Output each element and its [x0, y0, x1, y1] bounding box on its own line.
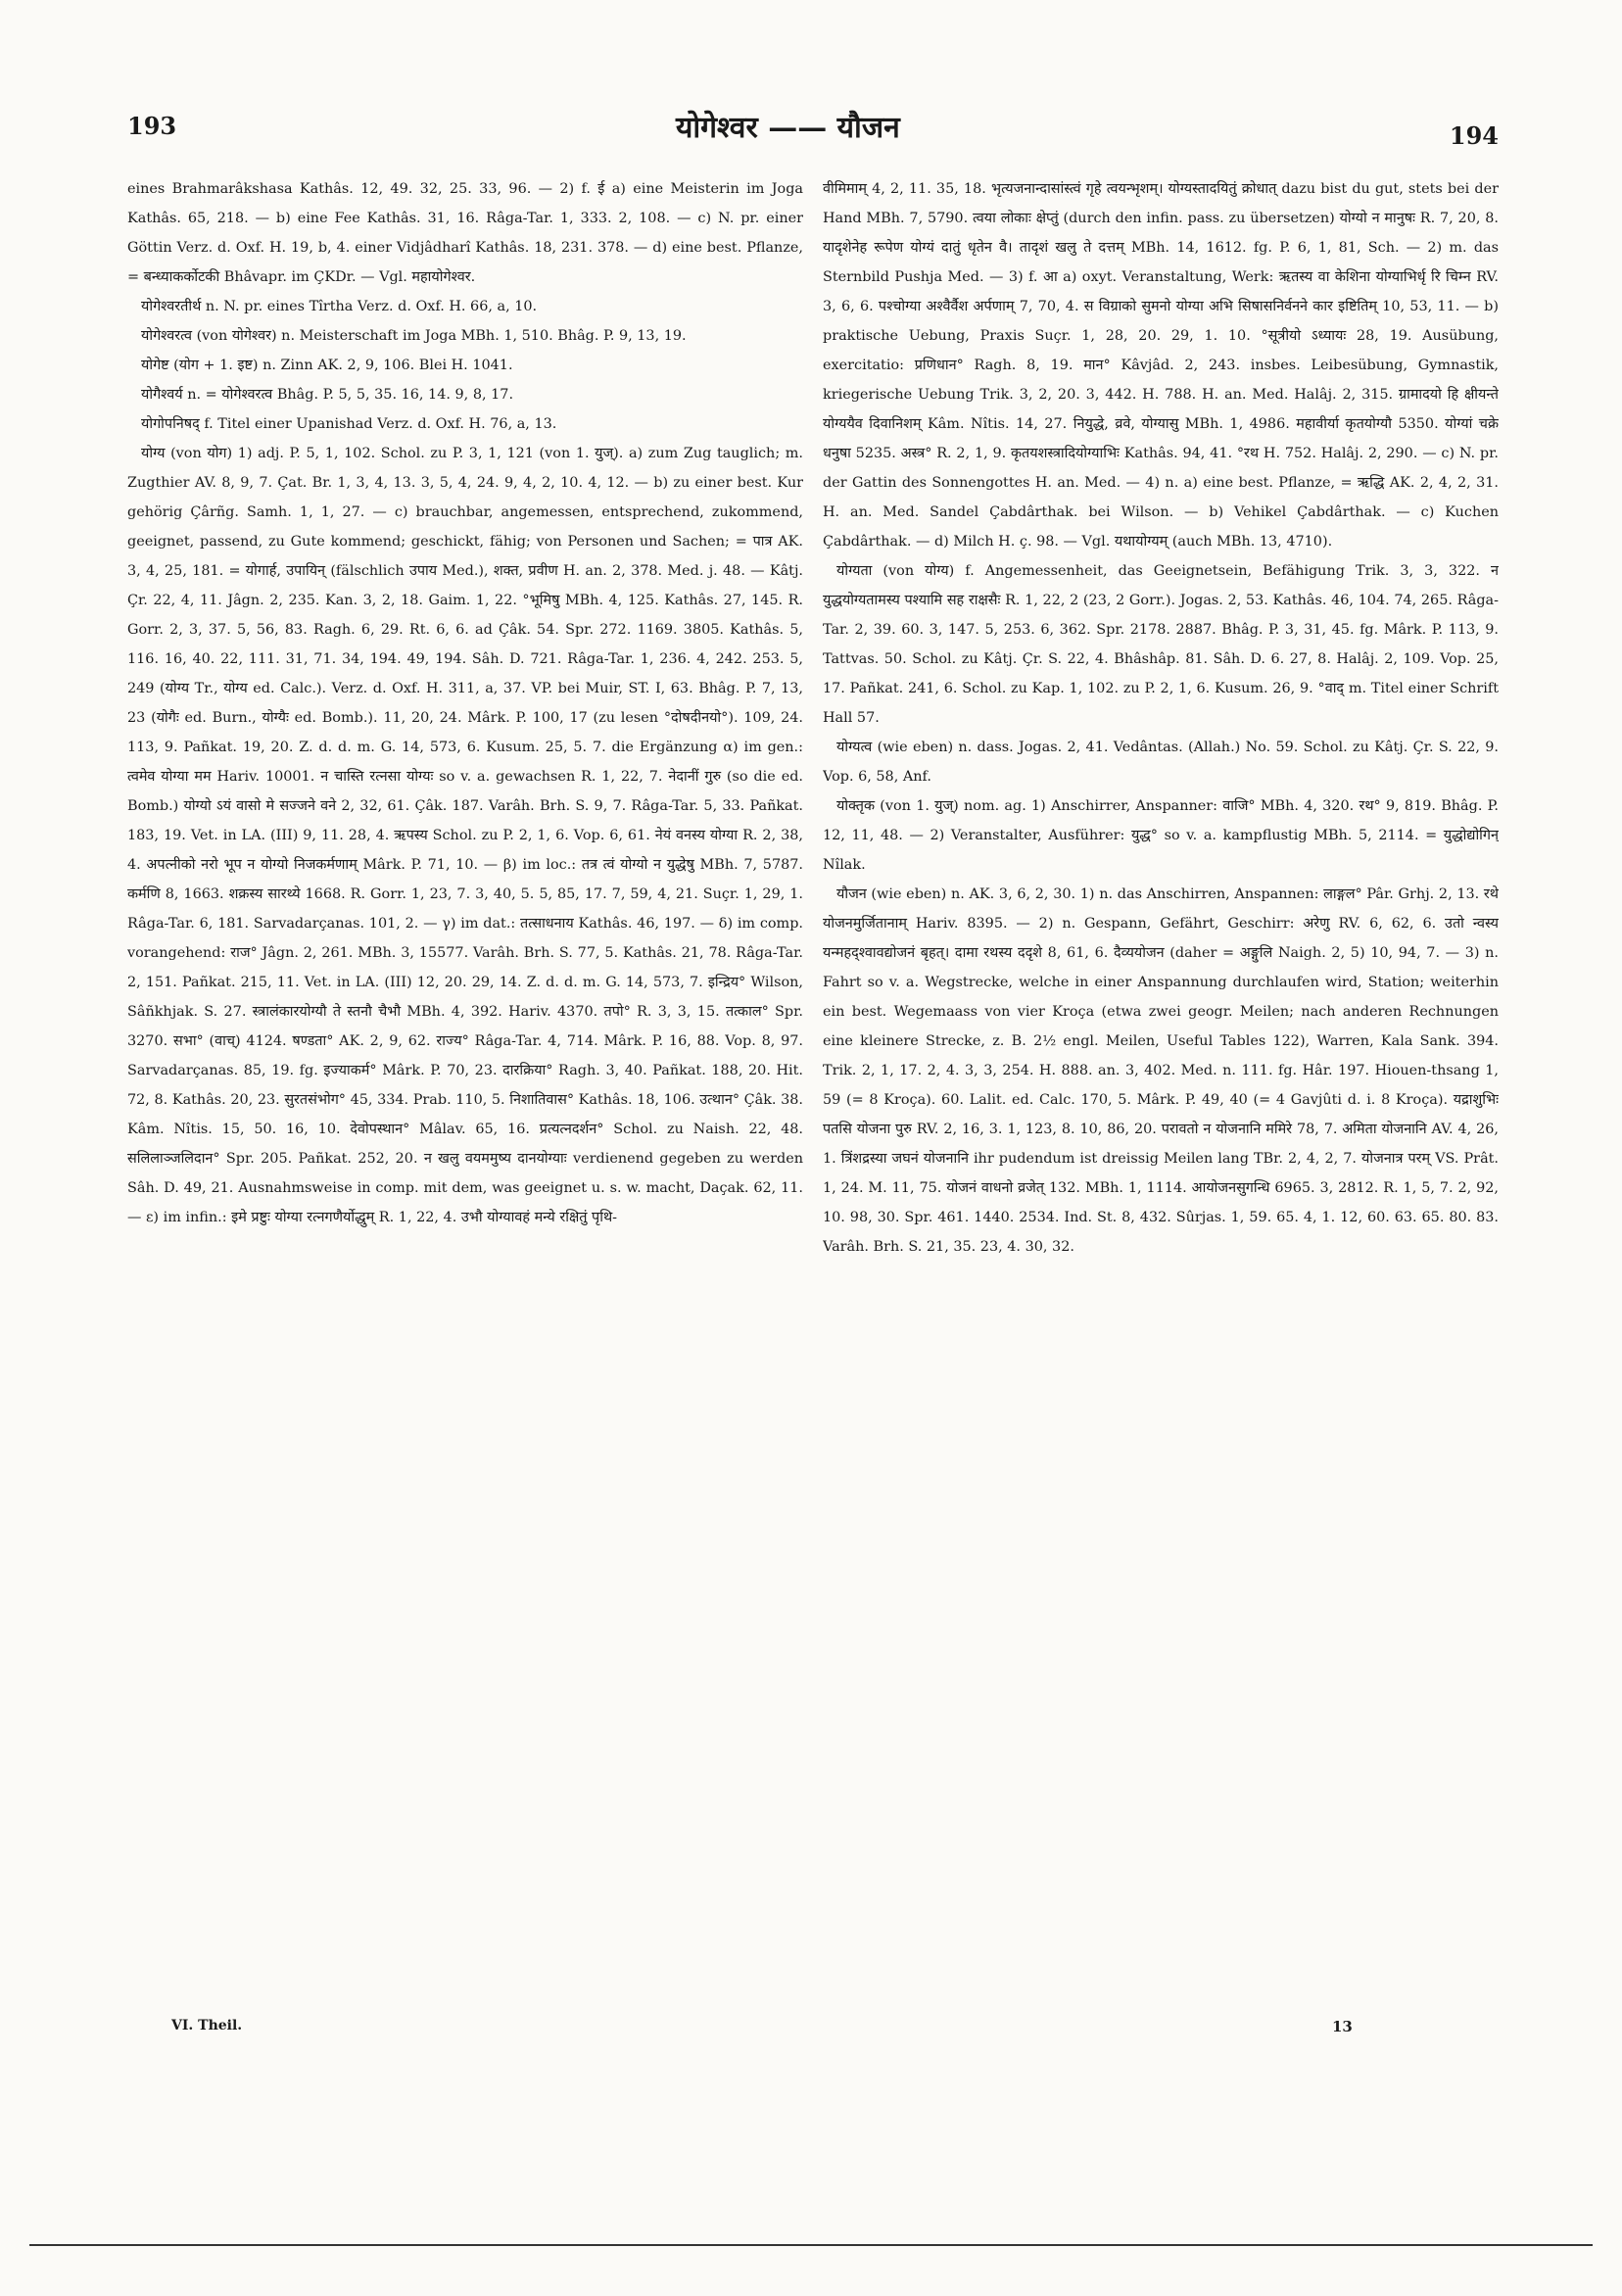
entry-yogopanishad: योगोपनिषद् f. Titel einer Upanishad Verz. d. Oxf. H. 76, a, 13. — [141, 416, 557, 432]
signature-mark: 13 — [1332, 2018, 1353, 2035]
entry-yaujana: यौजन (wie eben) n. AK. 3, 6, 2, 30. 1) n. das Anschirren, Anspannen: लाङ्गल° Pâr. Grhj. 2, 13. रथे योजनमुर्जितानाम् Hariv. 8395. — 2) n. Gespann, Gefährt, Geschirr: अरेणु RV. 6, 62, 6. उतो न्वस्य यन्महद्श्वावद्योजनं बृहत्। दामा रथस्य ददृशे 8, 61, 6. दैव्ययोजन (daher = अङ्गुलि Naigh. 2, 5) 10, 94, 7. — 3) n. Fahrt so v. a. Wegstrecke, welche in einer Anspannung durchlaufen wird, Station; weiterhin ein best. Wegemaass von vier Kroça (etwa zwei geogr. Meilen; nach anderen Rechnungen eine kleinere Strecke, z. B. 2½ engl. Meilen, Useful Tables 122), Warren, Kala Sank. 394. Trik. 2, 1, 17. 2, 4. 3, 3, 254. H. 888. an. 3, 402. Med. n. 111. fg. Hâr. 197. Hiouen-thsang 1, 59 (= 8 Kroça). 60. Lalit. ed. Calc. 170, 5. Mârk. P. 49, 40 (= 4 Gavjûti d. i. 8 Kroça). यद्राशुभिः पतसि योजना पुरु RV. 2, 16, 3. 1, 123, 8. 10, 86, 20. परावतो न योजनानि ममिरे 78, 7. अमिता योजनानि AV. 4, 26, 1. त्रिंशद्रस्या जघनं योजनानि ihr pudendum ist dreissig Meilen lang TBr. 2, 4, 2, 7. योजनात्र परम् VS. Prât. 1, 24. M. 11, 75. योजनं वाधनो व्रजेत् 132. MBh. 1, 1114. आयोजनसुगन्धि 6965. 3, 2812. R. 1, 5, 7. 2, 92, 10. 98, 30. Spr. 461. 1440. 2534. Ind. St. 8, 432. Sûrjas. 1, 59. 65. 4, 1. 12, 60. 63. 65. 80. 83. Varâh. Brh. S. 21, 35. 23, 4. 30, 32. — [823, 886, 1499, 1255]
right-column — [823, 174, 1499, 2045]
page-number-right: 194 — [1449, 121, 1499, 150]
entry-yogeshvaratva: योगेश्वरत्व (von योगेश्वर) n. Meisterschaft im Joga MBh. 1, 510. Bhâg. P. 9, 13, 19. — [141, 328, 687, 344]
entry-yogya-continuation: वीमिमाम् 4, 2, 11. 35, 18. भृत्यजनान्दासांस्त्वं गृहे त्वयन्भृशम्। योग्यस्तादयितुं क्रोधात् dazu bist du gut, stets bei der Hand MBh. 7, 5790. त्वया लोकाः क्षेप्तुं (durch den infin. pass. zu übersetzen) योग्यो न मानुषः R. 7, 20, 8. यादृशेनेह रूपेण योग्यं दातुं धृतेन वै। तादृशं खलु ते दत्तम् MBh. 14, 1612. fg. P. 6, 1, 81, Sch. — 2) m. das Sternbild Pushja Med. — 3) f. आ a) oxyt. Veranstaltung, Werk: ऋतस्य वा केशिना योग्याभिर्धृ रि चिम्न RV. 3, 6, 6. पश्चोग्या अश्वैर्वैश अर्पणाम् 7, 70, 4. स विग्राको सुमनो योग्या अभि सिषासनिर्वनने कार इष्टितिम् 10, 53, 11. — b) praktische Uebung, Praxis Suçr. 1, 28, 20. 29, 1. 10. °सूत्रीयो ऽध्यायः 28, 19. Ausübung, exercitatio: प्रणिधान° Ragh. 8, 19. मान° Kâvjâd. 2, 243. insbes. Leibesübung, Gymnastik, kriegerische Uebung Trik. 3, 2, 20. 3, 442. H. 788. H. an. Med. Halâj. 2, 315. ग्रामादयो हि क्षीयन्ते योग्ययैव दिवानिशम् Kâm. Nîtis. 14, 27. नियुद्धे, व्रवे, योग्यासु MBh. 1, 4986. महावीर्या कृतयोग्यौ 5350. योग्यां चक्रे धनुषा 5235. अस्त्र° R. 2, 1, 9. कृतयशस्त्रादियोग्याभिः Kathâs. 94, 41. °रथ H. 752. Halâj. 2, 290. — c) N. pr. der Gattin des Sonnengottes H. an. Med. — 4) n. a) eine best. Pflanze, = ऋद्धि AK. 2, 4, 2, 31. H. an. Med. Sandel Çabdârthak. bei Wilson. — b) Vehikel Çabdârthak. — c) Kuchen Çabdârthak. — d) Milch H. ç. 98. — Vgl. यथायोग्यम् (auch MBh. 13, 4710). — [823, 181, 1499, 550]
bottom-rule — [29, 2244, 1593, 2246]
entry-continuation: eines Brahmarâkshasa Kathâs. 12, 49. 32, 25. 33, 96. — 2) f. ई a) eine Meisterin im Joga Kathâs. 65, 218. — b) eine Fee Kathâs. 31, 16. Râga-Tar. 1, 333. 2, 108. — c) N. pr. einer Göttin Verz. d. Oxf. H. 19, b, 4. einer Vidjâdharî Kathâs. 18, 231. 378. — d) eine best. Pflanze, = बन्ध्याकर्कोटकी Bhâvapr. im ÇKDr. — Vgl. महायोगेश्वर. — [127, 181, 803, 285]
entry-yogyata: योग्यता (von योग्य) f. Angemessenheit, das Geeignetsein, Befähigung Trik. 3, 3, 322. न युद्धयोग्यतामस्य पश्यामि सह राक्षसैः R. 1, 22, 2 (23, 2 Gorr.). Jogas. 2, 53. Kathâs. 46, 104. 74, 265. Râga-Tar. 2, 39. 60. 3, 147. 5, 253. 6, 362. Spr. 2178. 2887. Bhâg. P. 3, 31, 45. fg. Mârk. P. 113, 9. Tattvas. 50. Schol. zu Kâtj. Çr. S. 22, 4. Bhâshâp. 81. Sâh. D. 6. 27, 8. Halâj. 2, 109. Vop. 25, 17. Pañkat. 241, 6. Schol. zu Kap. 1, 102. zu P. 2, 1, 6. Kusum. 26, 9. °वाद् m. Titel einer Schrift Hall 57. — [823, 563, 1499, 726]
entry-yogeshta: योगेष्ट (योग + 1. इष्ट) n. Zinn AK. 2, 9, 106. Blei H. 1041. — [141, 358, 513, 373]
left-column — [127, 174, 803, 2045]
entry-yogaishvarya: योगैश्वर्य n. = योगेश्वरत्व Bhâg. P. 5, 5, 35. 16, 14. 9, 8, 17. — [141, 387, 514, 403]
entry-yogeshvaratirtha: योगेश्वरतीर्थ n. N. pr. eines Tîrtha Verz. d. Oxf. H. 66, a, 10. — [141, 299, 538, 314]
running-head: योगेश्वर —— यौजन — [676, 111, 900, 145]
entry-yoktrika: योक्तृक (von 1. युज्) nom. ag. 1) Anschirrer, Anspanner: वाजि° MBh. 4, 320. रथ° 9, 819. Bhâg. P. 12, 11, 48. — 2) Veranstalter, Ausführer: युद्ध° so v. a. kampflustig MBh. 5, 2114. = युद्धोद्योगिन् Nîlak. — [823, 798, 1499, 873]
entry-yogya: योग्य (von योग) 1) adj. P. 5, 1, 102. Schol. zu P. 3, 1, 121 (von 1. युज्). a) zum Zug tauglich; m. Zugthier AV. 8, 9, 7. Çat. Br. 1, 3, 4, 13. 3, 5, 4, 24. 9, 4, 2, 10. 4, 12. — b) zu einer best. Kur gehörig Çârñg. Samh. 1, 1, 27. — c) brauchbar, angemessen, entsprechend, zukommend, geeignet, passend, zu Gute kommend; geschickt, fähig; von Personen und Sachen; = पात्र AK. 3, 4, 25, 181. = योगार्ह, उपायिन् (fälschlich उपाय Med.), शक्त, प्रवीण H. an. 2, 378. Med. j. 48. — Kâtj. Çr. 22, 4, 11. Jâgn. 2, 235. Kan. 3, 2, 18. Gaim. 1, 22. °भूमिषु MBh. 4, 125. Kathâs. 27, 145. R. Gorr. 2, 3, 37. 5, 56, 83. Ragh. 6, 29. Rt. 6, 6. ad Çâk. 54. Spr. 272. 1169. 3805. Kathâs. 5, 116. 16, 40. 22, 111. 31, 71. 34, 194. 49, 194. Sâh. D. 721. Râga-Tar. 1, 236. 4, 242. 253. 5, 249 (योग्य Tr., योग्य ed. Calc.). Verz. d. Oxf. H. 311, a, 37. VP. bei Muir, ST. I, 63. Bhâg. P. 7, 13, 23 (योगैः ed. Burn., योग्यैः ed. Bomb.). 11, 20, 24. Mârk. P. 100, 17 (zu lesen °दोषदीनयो°). 109, 24. 113, 9. Pañkat. 19, 20. Z. d. d. m. G. 14, 573, 6. Kusum. 25, 5. 7. die Ergänzung α) im gen.: त्वमेव योग्या मम Hariv. 10001. न चास्ति रत्नसा योग्यः so v. a. gewachsen R. 1, 22, 7. नेदानीं गुरु (so die ed. Bomb.) योग्यो ऽयं वासो मे सज्जने वने 2, 32, 61. Çâk. 187. Varâh. Brh. S. 9, 7. Râga-Tar. 5, 33. Pañkat. 183, 19. Vet. in LA. (III) 9, 11. 28, 4. ऋपस्य Schol. zu P. 2, 1, 6. Vop. 6, 61. नेयं वनस्य योग्या R. 2, 38, 4. अपत्नीको नरो भूप न योग्यो निजकर्मणाम् Mârk. P. 71, 10. — β) im loc.: तत्र त्वं योग्यो न युद्धेषु MBh. 7, 5787. कर्मणि 8, 1663. शक्रस्य सारथ्ये 1668. R. Gorr. 1, 23, 7. 3, 40, 5. 5, 85, 17. 7, 59, 4, 21. Suçr. 1, 29, 1. Râga-Tar. 6, 181. Sarvadarçanas. 101, 2. — γ) im dat.: तत्साधनाय Kathâs. 46, 197. — δ) im comp. vorangehend: राज° Jâgn. 2, 261. MBh. 3, 15577. Varâh. Brh. S. 77, 5. Kathâs. 21, 78. Râga-Tar. 2, 151. Pañkat. 215, 11. Vet. in LA. (III) 12, 20. 29, 14. Z. d. d. m. G. 14, 573, 7. इन्द्रिय° Wilson, Sâñkhjak. S. 27. स्त्रालंकारयोग्यौ ते स्तनौ चैभौ MBh. 4, 392. Hariv. 4370. तपो° R. 3, 3, 15. तत्काल° Spr. 3270. सभा° (वाच्) 4124. षण्डता° AK. 2, 9, 62. राज्य° Râga-Tar. 4, 714. Mârk. P. 16, 88. Vop. 8, 97. Sarvadarçanas. 85, 19. fg. इज्याकर्म° Mârk. P. 70, 23. दारक्रिया° Ragh. 3, 40. Pañkat. 188, 20. Hit. 72, 8. Kathâs. 20, 23. सुरतसंभोग° 45, 334. Prab. 110, 5. निशातिवास° Kathâs. 18, 106. उत्थान° Çâk. 38. Kâm. Nîtis. 15, 50. 16, 10. देवोपस्थान° Mâlav. 65, 16. प्रत्यत्नदर्शन° Schol. zu Naish. 22, 48. सलिलाञ्जलिदान° Spr. 205. Pañkat. 252, 20. न खलु वयममुष्य दानयोग्याः verdienend gegeben zu werden Sâh. D. 49, 21. Ausnahmsweise in comp. mit dem, was geeignet u. s. w. macht, Daçak. 62, 11. — ε) im infin.: इमे प्रष्टुः योग्या रत्नगणैर्योद्धुम् R. 1, 22, 4. उभौ योग्यावहं मन्ये रक्षितुं पृथि- — [127, 446, 803, 1225]
volume-label: VI. Theil. — [171, 2018, 243, 2033]
page-header — [127, 106, 1499, 150]
page-number-left: 193 — [127, 112, 177, 140]
entry-yogyatva: योग्यत्व (wie eben) n. dass. Jogas. 2, 41. Vedântas. (Allah.) No. 59. Schol. zu Kâtj. Çr. S. 22, 9. Vop. 6, 58, Anf. — [823, 740, 1499, 785]
